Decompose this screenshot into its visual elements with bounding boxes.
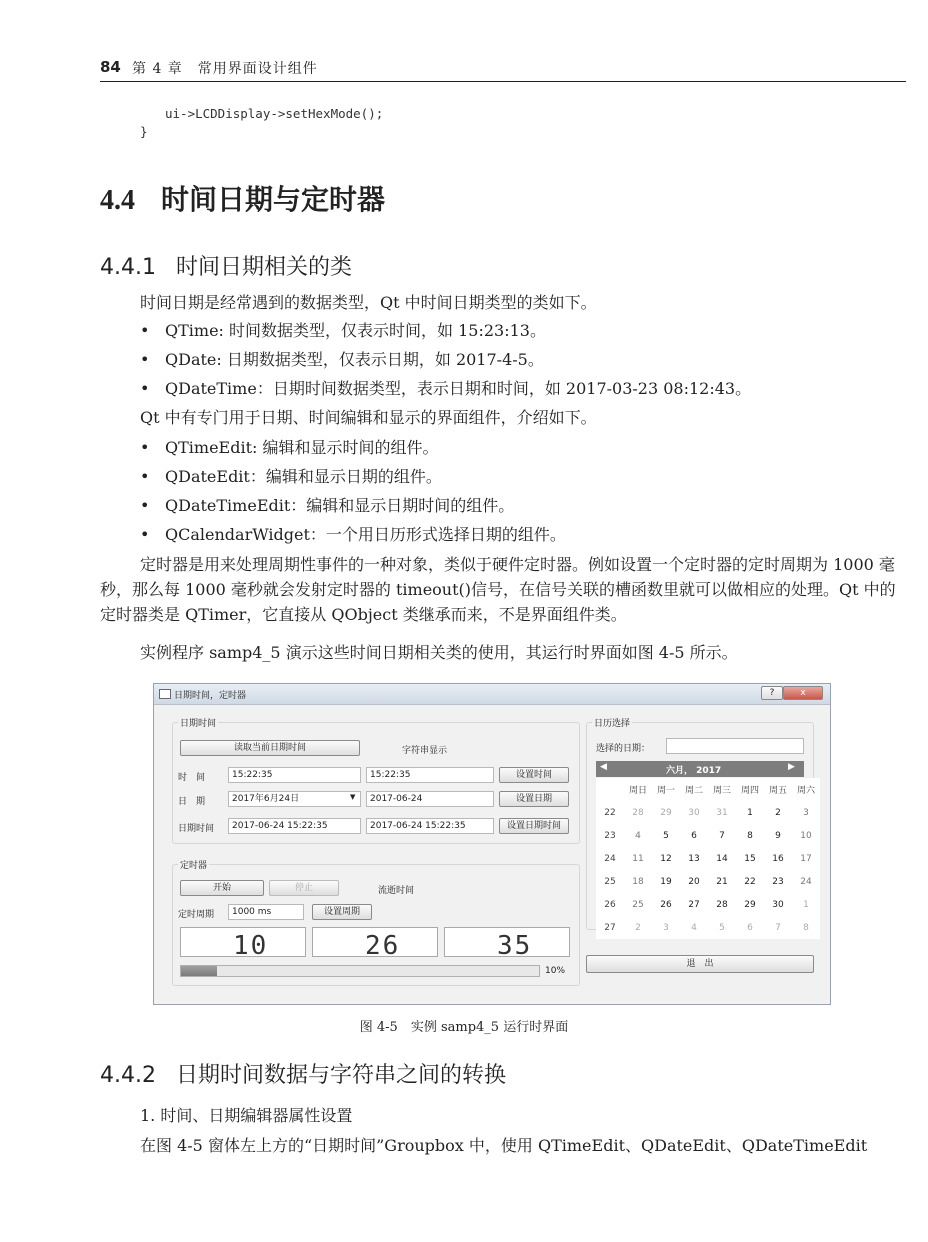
calendar-day[interactable]: 6 bbox=[691, 830, 697, 841]
lcd-hours: 10 bbox=[180, 927, 306, 957]
weekday-header: 周二 bbox=[684, 786, 703, 796]
list-item: • QDateTime：日期时间数据类型，表示日期和时间，如 2017-03-23 08:12:43。 bbox=[140, 376, 751, 399]
calendar-week-row bbox=[596, 870, 820, 893]
set-datetime-button[interactable]: 设置日期时间 bbox=[499, 818, 569, 834]
calendar-day[interactable]: 5 bbox=[663, 830, 669, 841]
calendar-day[interactable]: 19 bbox=[660, 876, 672, 887]
string-display-label: 字符串显示 bbox=[402, 746, 448, 756]
calendar-day[interactable]: 4 bbox=[691, 922, 697, 933]
next-month-icon[interactable]: ▶ bbox=[788, 762, 795, 772]
week-number: 27 bbox=[604, 922, 616, 933]
title-bar bbox=[154, 684, 830, 705]
calendar-day[interactable]: 10 bbox=[800, 830, 812, 841]
subsection-number: 4.4.1 bbox=[100, 255, 156, 280]
calendar-week-row bbox=[596, 916, 820, 939]
calendar-day[interactable]: 20 bbox=[688, 876, 700, 887]
subsection-number: 4.4.2 bbox=[100, 1063, 156, 1088]
subsection-heading bbox=[100, 250, 352, 281]
calendar-grid bbox=[596, 778, 820, 939]
paragraph: 定时器是用来处理周期性事件的一种对象，类似于硬件定时器。例如设置一个定时器的定时周期为 1000 毫秒，那么每 1000 毫秒就会发射定时器的 timeout()信号，在信号关联的槽函数里就可以做相应的处理。Qt 中的定时器类是 QTimer，它直接从 QObject 类继承而来，不是界面组件类。 bbox=[100, 555, 896, 624]
calendar-day[interactable]: 1 bbox=[803, 899, 809, 910]
calendar-day[interactable]: 6 bbox=[747, 922, 753, 933]
set-date-button[interactable]: 设置日期 bbox=[499, 791, 569, 807]
time-label: 时 间 bbox=[178, 773, 206, 783]
elapsed-time-label: 流逝时间 bbox=[378, 886, 415, 896]
subsection-title: 日期时间数据与字符串之间的转换 bbox=[175, 1063, 506, 1088]
start-button[interactable]: 开始 bbox=[180, 880, 264, 896]
set-period-button[interactable]: 设置周期 bbox=[312, 904, 372, 920]
set-time-button[interactable]: 设置时间 bbox=[499, 767, 569, 783]
elapsed-progress-bar bbox=[180, 965, 540, 977]
date-edit[interactable]: 2017年6月24日 bbox=[228, 791, 361, 807]
list-item: • QCalendarWidget：一个用日历形式选择日期的组件。 bbox=[140, 522, 566, 545]
calendar-day[interactable]: 12 bbox=[660, 853, 672, 864]
prev-month-icon[interactable]: ◀ bbox=[600, 762, 607, 772]
weekday-header: 周三 bbox=[712, 786, 731, 796]
progress-fill bbox=[181, 966, 217, 976]
window-title: 日期时间，定时器 bbox=[174, 691, 247, 701]
group-title: 日历选择 bbox=[592, 716, 632, 729]
week-number: 23 bbox=[604, 830, 616, 841]
period-label: 定时周期 bbox=[178, 910, 215, 920]
paragraph: 在图 4-5 窗体左上方的“日期时间”Groupbox 中，使用 QTimeEdit、QDateEdit、QDateTimeEdit bbox=[140, 1136, 868, 1155]
window-icon bbox=[159, 689, 171, 699]
week-number: 22 bbox=[604, 807, 616, 818]
week-number: 24 bbox=[604, 853, 616, 864]
numbered-item: 1. 时间、日期编辑器属性设置 bbox=[140, 1106, 353, 1125]
calendar-day[interactable]: 21 bbox=[716, 876, 728, 887]
help-button[interactable]: ? bbox=[761, 686, 783, 700]
period-spinbox[interactable]: 1000 ms bbox=[228, 904, 304, 920]
list-item: • QTime: 时间数据类型，仅表示时间，如 15:23:13。 bbox=[140, 318, 546, 341]
calendar-day[interactable]: 4 bbox=[635, 830, 641, 841]
weekday-header: 周六 bbox=[796, 786, 815, 796]
exit-button[interactable]: 退 出 bbox=[586, 955, 814, 973]
lcd-seconds: 35 bbox=[444, 927, 570, 957]
dropdown-arrow-icon[interactable]: ▼ bbox=[350, 793, 356, 801]
date-label: 日 期 bbox=[178, 797, 206, 807]
date-string-field[interactable]: 2017-06-24 bbox=[366, 791, 494, 807]
list-item: • QTimeEdit: 编辑和显示时间的组件。 bbox=[140, 435, 439, 458]
calendar-nav-bar bbox=[596, 761, 804, 777]
progress-text: 10% bbox=[545, 966, 566, 976]
calendar-day[interactable]: 28 bbox=[632, 807, 644, 818]
calendar-week-row bbox=[596, 801, 820, 824]
list-item: • QDate: 日期数据类型，仅表示日期，如 2017-4-5。 bbox=[140, 347, 544, 370]
close-button[interactable]: x bbox=[783, 686, 823, 700]
calendar-day[interactable]: 25 bbox=[632, 899, 644, 910]
calendar-week-row bbox=[596, 893, 820, 916]
calendar-day[interactable]: 26 bbox=[660, 899, 672, 910]
calendar-day[interactable]: 24 bbox=[800, 876, 812, 887]
calendar-day[interactable]: 8 bbox=[747, 830, 753, 841]
code-line: } bbox=[140, 124, 148, 139]
calendar-day[interactable]: 30 bbox=[688, 807, 700, 818]
calendar-day[interactable]: 3 bbox=[663, 922, 669, 933]
paragraph: Qt 中有专门用于日期、时间编辑和显示的界面组件，介绍如下。 bbox=[140, 408, 597, 427]
subsection-heading bbox=[100, 1058, 506, 1089]
figure-caption: 图 4-5 实例 samp4_5 运行时界面 bbox=[359, 1020, 569, 1035]
calendar-day[interactable]: 7 bbox=[719, 830, 725, 841]
section-heading bbox=[100, 178, 385, 218]
calendar-week-row bbox=[596, 824, 820, 847]
read-datetime-button[interactable]: 读取当前日期时间 bbox=[180, 740, 360, 756]
selected-date-label: 选择的日期： bbox=[596, 744, 651, 754]
time-string-field[interactable]: 15:22:35 bbox=[366, 767, 494, 783]
calendar-week-row bbox=[596, 847, 820, 870]
section-title: 时间日期与定时器 bbox=[161, 183, 386, 216]
calendar-day[interactable]: 3 bbox=[803, 807, 809, 818]
calendar-day[interactable]: 1 bbox=[747, 807, 753, 818]
calendar-day[interactable]: 29 bbox=[660, 807, 672, 818]
page-number: 84 bbox=[100, 58, 121, 76]
page-header bbox=[100, 55, 906, 82]
group-title: 日期时间 bbox=[178, 716, 218, 729]
calendar-day[interactable]: 5 bbox=[719, 922, 725, 933]
weekday-header: 周日 bbox=[628, 786, 647, 796]
calendar-day[interactable]: 7 bbox=[775, 922, 781, 933]
paragraph: 实例程序 samp4_5 演示这些时间日期相关类的使用，其运行时界面如图 4-5 所示。 bbox=[140, 643, 738, 662]
calendar-day[interactable]: 15 bbox=[744, 853, 756, 864]
calendar-day[interactable]: 14 bbox=[716, 853, 728, 864]
section-number: 4.4 bbox=[100, 185, 135, 216]
datetime-edit[interactable]: 2017-06-24 15:22:35 bbox=[228, 818, 361, 834]
calendar-day[interactable]: 31 bbox=[716, 807, 728, 818]
lcd-minutes: 26 bbox=[312, 927, 438, 957]
calendar-day[interactable]: 27 bbox=[688, 899, 700, 910]
calendar-day[interactable]: 28 bbox=[716, 899, 728, 910]
calendar-day[interactable]: 18 bbox=[632, 876, 644, 887]
calendar-corner bbox=[596, 778, 624, 801]
weekday-header: 周四 bbox=[740, 786, 759, 796]
calendar-day[interactable]: 23 bbox=[772, 876, 784, 887]
datetime-string-field[interactable]: 2017-06-24 15:22:35 bbox=[366, 818, 494, 834]
datetime-label: 日期时间 bbox=[178, 824, 215, 834]
week-number: 26 bbox=[604, 899, 616, 910]
calendar-day[interactable]: 11 bbox=[632, 853, 644, 864]
code-line: ui->LCDDisplay->setHexMode(); bbox=[165, 106, 384, 121]
calendar-day[interactable]: 9 bbox=[775, 830, 781, 841]
calendar-day[interactable]: 22 bbox=[744, 876, 756, 887]
calendar-day[interactable]: 13 bbox=[688, 853, 700, 864]
selected-date-field[interactable] bbox=[666, 738, 804, 754]
group-title: 定时器 bbox=[178, 858, 209, 871]
calendar-day[interactable]: 2 bbox=[775, 807, 781, 818]
stop-button[interactable]: 停止 bbox=[269, 880, 339, 896]
calendar-day[interactable]: 29 bbox=[744, 899, 756, 910]
list-item: • QDateEdit：编辑和显示日期的组件。 bbox=[140, 464, 442, 487]
week-number: 25 bbox=[604, 876, 616, 887]
calendar-day[interactable]: 30 bbox=[772, 899, 784, 910]
chapter-title: 第 4 章 常用界面设计组件 bbox=[132, 61, 318, 77]
paragraph: 时间日期是经常遇到的数据类型，Qt 中时间日期类型的类如下。 bbox=[140, 293, 597, 312]
calendar-day[interactable]: 2 bbox=[635, 922, 641, 933]
list-item: • QDateTimeEdit：编辑和显示日期时间的组件。 bbox=[140, 493, 514, 516]
app-window bbox=[153, 683, 831, 1005]
weekday-header: 周五 bbox=[768, 786, 787, 796]
calendar-month-year[interactable]: 六月， 2017 bbox=[666, 766, 722, 776]
time-edit[interactable]: 15:22:35 bbox=[228, 767, 361, 783]
weekday-header: 周一 bbox=[656, 786, 675, 796]
calendar-day[interactable]: 8 bbox=[803, 922, 809, 933]
subsection-title: 时间日期相关的类 bbox=[175, 255, 352, 280]
calendar-day[interactable]: 16 bbox=[772, 853, 784, 864]
calendar-day[interactable]: 17 bbox=[800, 853, 812, 864]
